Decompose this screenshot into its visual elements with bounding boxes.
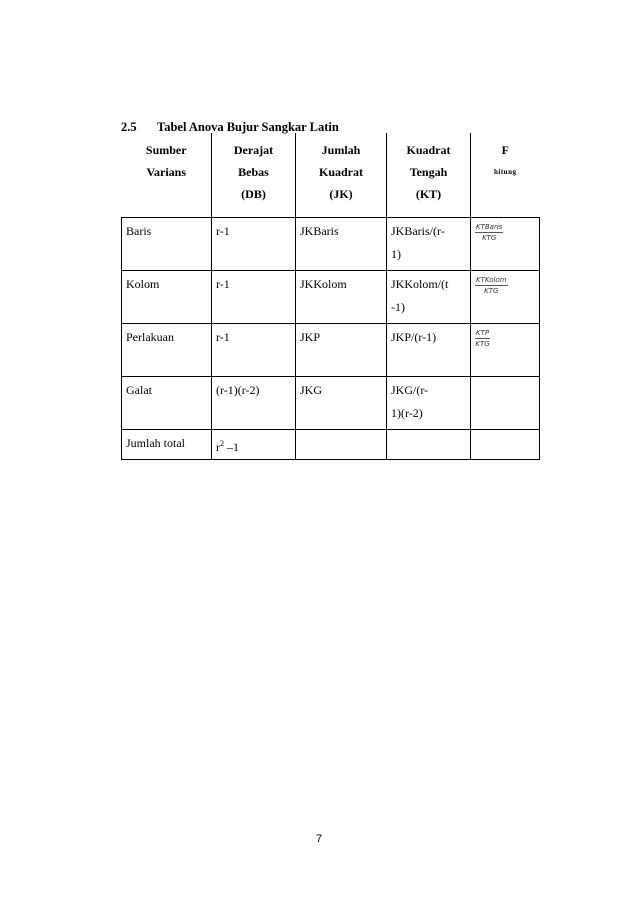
table-row-total	[122, 430, 540, 460]
cell-jk	[296, 430, 387, 460]
table-row	[122, 324, 540, 377]
cell-db: $r^2$ –1	[212, 430, 296, 460]
caption-number: 2.5	[121, 120, 137, 134]
cell-jk: JKBaris	[296, 218, 387, 271]
cell-db: (r-1)(r-2)	[212, 377, 296, 430]
cell-f	[471, 324, 540, 377]
cell-sumber: Jumlah total	[122, 430, 212, 460]
cell-db: r-1	[212, 271, 296, 324]
cell-kt: JKKolom/(t -1)	[387, 271, 471, 324]
header-sumber-varians: Sumber Varians	[122, 133, 212, 218]
cell-db: r-1	[212, 324, 296, 377]
anova-table	[121, 133, 540, 460]
cell-sumber: Perlakuan	[122, 324, 212, 377]
caption-title: Tabel Anova Bujur Sangkar Latin	[157, 120, 339, 134]
cell-kt: JKBaris/(r- 1)	[387, 218, 471, 271]
cell-f	[471, 271, 540, 324]
cell-sumber: Baris	[122, 218, 212, 271]
page-number: 7	[315, 833, 323, 845]
table-row	[122, 218, 540, 271]
header-jumlah-kuadrat: Jumlah Kuadrat (JK)	[296, 133, 387, 218]
cell-f	[471, 430, 540, 460]
cell-kt: JKP/(r-1)	[387, 324, 471, 377]
table-row	[122, 377, 540, 430]
header-derajat-bebas: Derajat Bebas (DB)	[212, 133, 296, 218]
fraction-formula: $\frac{\text{KTKolom}}{\text{KTG}}$	[476, 276, 507, 295]
cell-jk: JKP	[296, 324, 387, 377]
header-kuadrat-tengah: Kuadrat Tengah (KT)	[387, 133, 471, 218]
cell-jk: JKKolom	[296, 271, 387, 324]
cell-kt: JKG/(r- 1)(r-2)	[387, 377, 471, 430]
cell-f	[471, 218, 540, 271]
fraction-formula: $\frac{\text{KTP}}{\text{KTG}}$	[475, 329, 490, 348]
cell-kt	[387, 430, 471, 460]
header-f-hitung: F hitung	[471, 133, 540, 218]
cell-db: r-1	[212, 218, 296, 271]
fraction-formula: $\frac{\text{KTBaris}}{\text{KTG}}$	[476, 223, 503, 242]
table-row	[122, 271, 540, 324]
table-header-row	[122, 133, 540, 218]
cell-f	[471, 377, 540, 430]
cell-sumber: Galat	[122, 377, 212, 430]
cell-sumber: Kolom	[122, 271, 212, 324]
cell-jk: JKG	[296, 377, 387, 430]
